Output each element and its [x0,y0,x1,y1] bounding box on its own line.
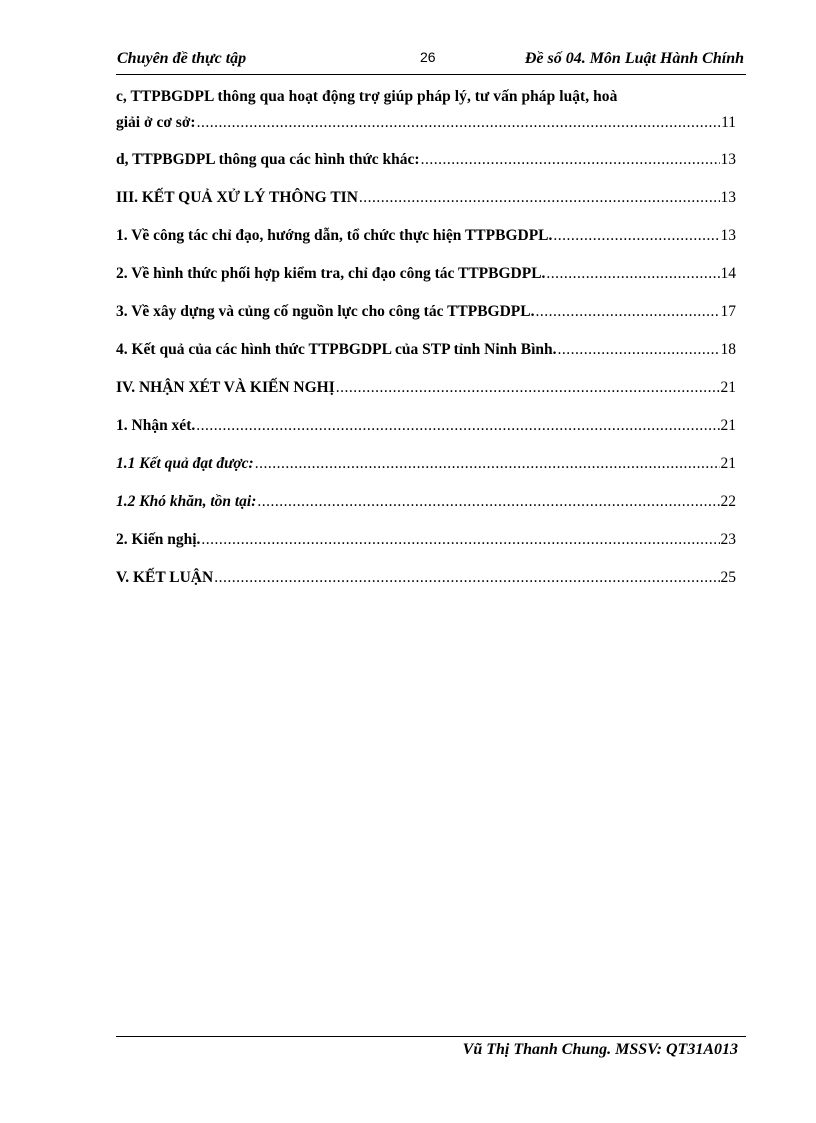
toc-entry-iv-1-1[interactable] [116,455,736,477]
toc-entry-iii[interactable] [116,189,736,211]
page-footer [116,1036,746,1058]
toc-page-number: 21 [720,455,736,472]
toc-entry-d[interactable] [116,151,736,173]
toc-page-number: 13 [720,151,736,168]
toc-page-number: 18 [720,341,736,358]
toc-entry-c-line1: c, TTPBGDPL thông qua hoạt động trợ giúp pháp lý, tư vấn pháp luật, hoà [116,88,618,105]
toc-page-number: 21 [720,417,736,434]
toc-entry-title: 4. Kết quả của các hình thức TTPBGDPL của STP tỉnh Ninh Bình. [116,341,557,358]
toc-page-number: 17 [720,303,736,320]
toc-leader [421,151,720,169]
toc-entry-iv-1[interactable] [116,417,736,439]
toc-entry-title: 3. Về xây dựng và củng cố nguồn lực cho công tác TTPBGDPL. [116,303,535,320]
toc-entry-iv-1-2[interactable] [116,493,736,515]
toc-leader [196,417,719,435]
toc-leader [558,341,720,359]
toc-entry-title: 1.2 Khó khăn, tồn tại: [116,493,257,510]
toc-entry-v[interactable] [116,569,736,591]
toc-entry-title: IV. NHẬN XÉT VÀ KIẾN NGHỊ [116,379,335,396]
toc-page-number: 13 [720,227,736,244]
toc-leader [553,227,719,245]
page-header [116,48,746,75]
toc-entry-c[interactable] [116,114,736,136]
toc-entry-title: III. KẾT QUẢ XỬ LÝ THÔNG TIN [116,189,358,206]
toc-entry-iv[interactable] [116,379,736,401]
toc-leader [336,379,720,397]
toc-leader [359,189,720,207]
toc-page-number: 21 [720,379,736,396]
toc-entry-iii-1[interactable] [116,227,736,249]
toc-entry-title: 1. Nhận xét. [116,417,196,434]
toc-entry-title: giải ở cơ sở: [116,114,196,131]
toc-entry-title: 2. Về hình thức phối hợp kiểm tra, chỉ đạo công tác TTPBGDPL. [116,265,546,282]
toc-page-number: 22 [720,493,736,510]
toc-leader [201,531,719,549]
toc-page-number: 14 [720,265,736,282]
toc-leader [197,114,721,132]
toc-entry-title: 1. Về công tác chỉ đạo, hướng dẫn, tổ chức thực hiện TTPBGDPL. [116,227,553,244]
toc-page-number: 25 [720,569,736,586]
toc-entry-title: V. KẾT LUẬN [116,569,214,586]
toc-entry-title: 2. Kiến nghị. [116,531,201,548]
toc-entry-iii-4[interactable] [116,341,736,363]
toc-entry-iii-2[interactable] [116,265,736,287]
toc-leader [257,493,719,511]
header-page-number: 26 [420,49,436,65]
toc-leader [214,569,719,587]
toc-entry-iv-2[interactable] [116,531,736,553]
toc-entry-title: 1.1 Kết quả đạt được: [116,455,254,472]
toc-leader [546,265,719,283]
toc-page-number: 11 [721,114,736,131]
footer-author: Vũ Thị Thanh Chung. MSSV: QT31A013 [462,1041,738,1058]
toc-leader [255,455,720,473]
toc-entry-iii-3[interactable] [116,303,736,325]
header-title-right: Đề số 04. Môn Luật Hành Chính [524,50,744,67]
toc-page-number: 23 [720,531,736,548]
toc-page-number: 13 [720,189,736,206]
toc-entry-title: d, TTPBGDPL thông qua các hình thức khác: [116,151,420,168]
header-title-left: Chuyên đề thực tập [117,50,247,67]
toc-leader [536,303,720,321]
